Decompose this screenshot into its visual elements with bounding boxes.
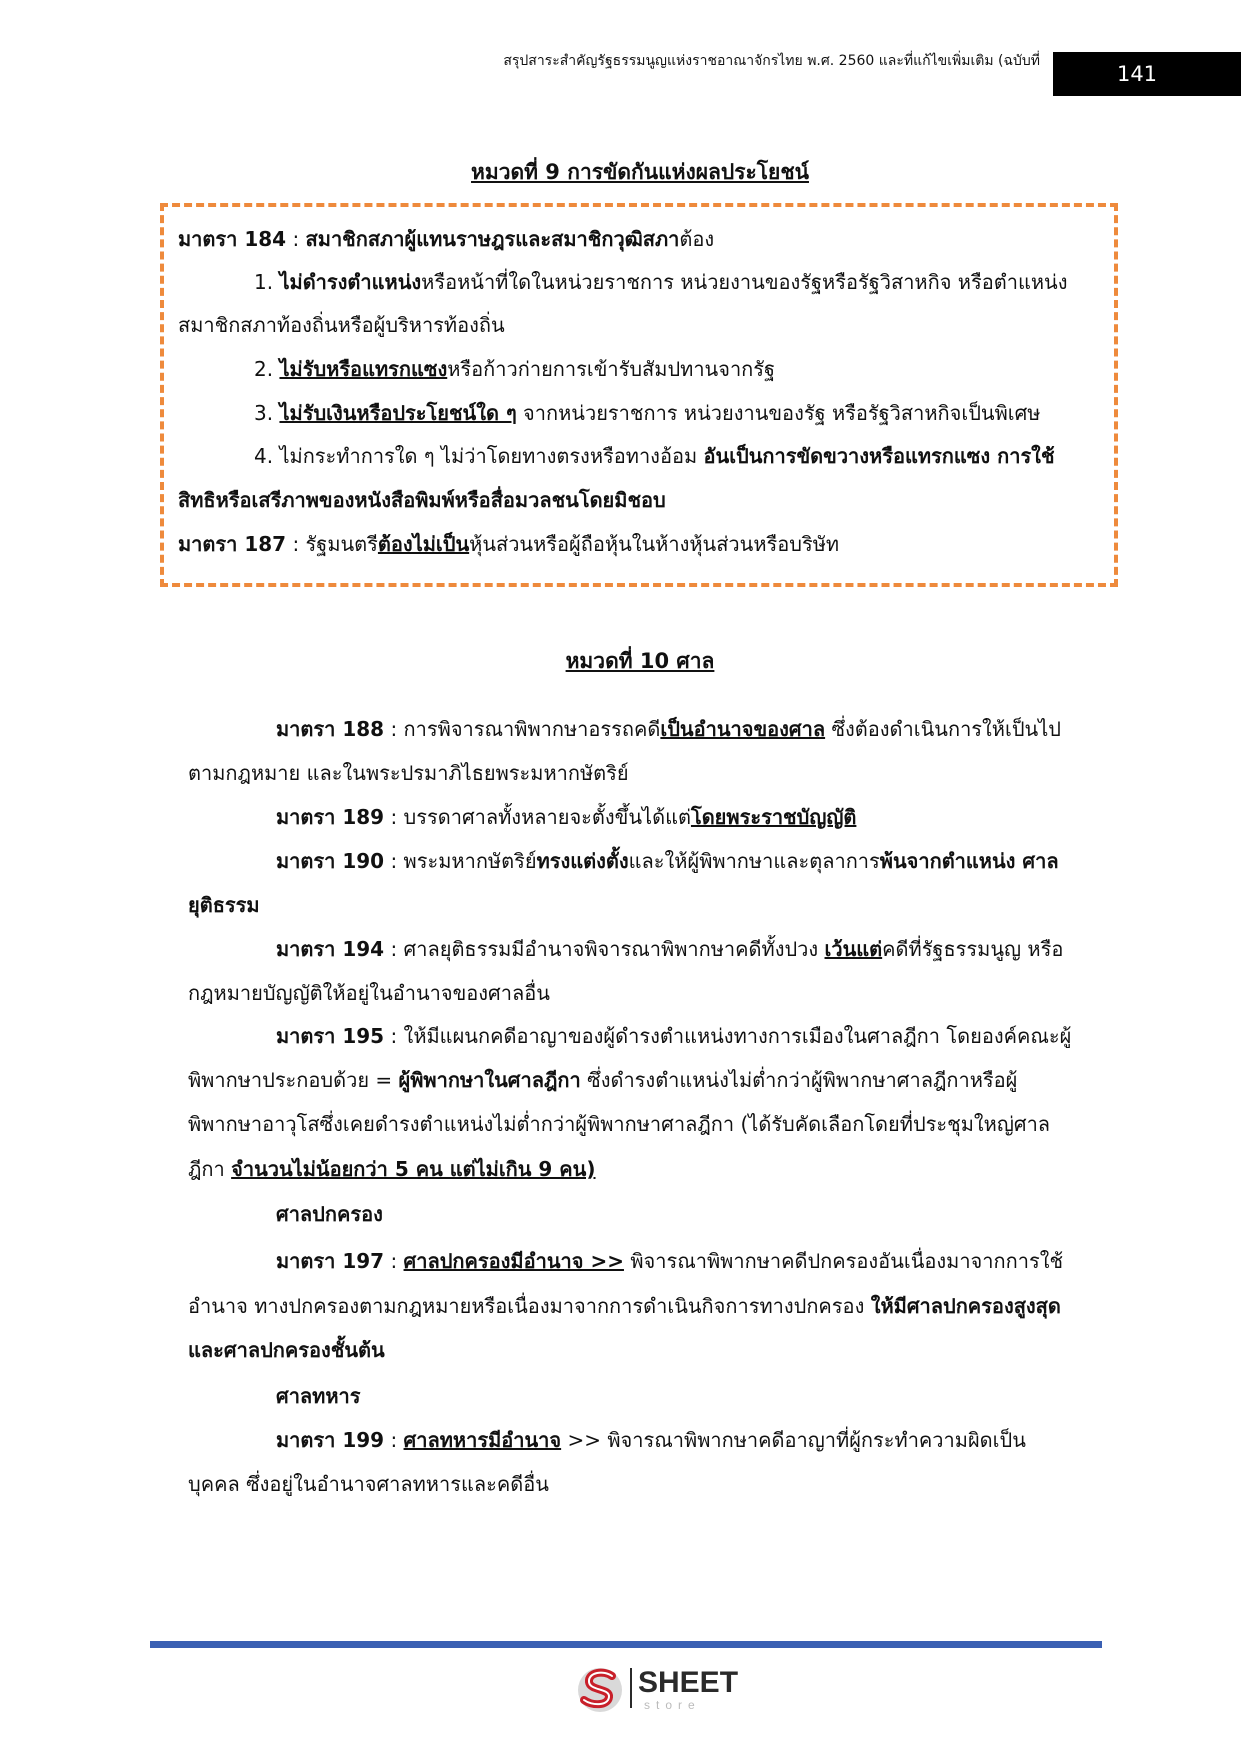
- item-1-cont: สมาชิกสภาท้องถิ่นหรือผู้บริหารท้องถิ่น: [178, 313, 505, 337]
- logo-sub: store: [644, 1698, 701, 1712]
- page-number: 141: [1116, 62, 1158, 86]
- item-3: 3. ไม่รับเงินหรือประโยชน์ใด ๆ จากหน่วยราชการ หน่วยงานของรัฐ หรือรัฐวิสาหกิจเป็นพิเศษ: [254, 401, 1041, 425]
- section-197-line3: และศาลปกครองชั้นต้น: [188, 1338, 385, 1362]
- logo-separator: [630, 1668, 632, 1708]
- section-label: มาตรา 184: [178, 227, 287, 251]
- section-197-line2: อำนาจ ทางปกครองตามกฎหมายหรือเนื่องมาจากการดำเนินกิจการทางปกครอง ให้มีศาลปกครองสูงสุด: [188, 1294, 1061, 1318]
- admin-court-heading: ศาลปกครอง: [276, 1202, 383, 1226]
- chapter-9-heading: หมวดที่ 9 การขัดกันแห่งผลประโยชน์: [471, 160, 809, 184]
- footer-bar: [150, 1641, 1102, 1648]
- section-194-cont: กฎหมายบัญญัติให้อยู่ในอำนาจของศาลอื่น: [188, 981, 550, 1005]
- section-188: มาตรา 188 : การพิจารณาพิพากษาอรรถคดีเป็นอำนาจของศาล ซึ่งต้องดำเนินการให้เป็นไป: [276, 717, 1061, 741]
- item-2: 2. ไม่รับหรือแทรกแซงหรือก้าวก่ายการเข้ารับสัมปทานจากรัฐ: [254, 357, 776, 381]
- section-199: มาตรา 199 : ศาลทหารมีอำนาจ >> พิจารณาพิพากษาคดีอาญาที่ผู้กระทำความผิดเป็น: [276, 1428, 1026, 1452]
- section-195: มาตรา 195 : ให้มีแผนกคดีอาญาของผู้ดำรงตำแหน่งทางการเมืองในศาลฎีกา โดยองค์คณะผู้: [276, 1024, 1072, 1048]
- section-188-cont: ตามกฎหมาย และในพระปรมาภิไธยพระมหากษัตริย์: [188, 761, 629, 785]
- sheet-store-s-logo-icon: [574, 1662, 628, 1718]
- section-195-line3: พิพากษาอาวุโสซึ่งเคยดำรงตำแหน่งไม่ต่ำกว่าผู้พิพากษาศาลฎีกา (ได้รับคัดเลือกโดยที่ประชุมใหญ่ศาล: [188, 1112, 1051, 1136]
- item-4: 4. ไม่กระทำการใด ๆ ไม่ว่าโดยทางตรงหรือทางอ้อม อันเป็นการขัดขวางหรือแทรกแซง การใช้: [254, 444, 1055, 468]
- section-184: มาตรา 184 : สมาชิกสภาผู้แทนราษฎรและสมาชิกวุฒิสภาต้อง: [178, 227, 715, 251]
- running-header: สรุปสาระสำคัญรัฐธรรมนูญแห่งราชอาณาจักรไทย พ.ศ. 2560 และที่แก้ไขเพิ่มเติม (ฉบับที่: [503, 53, 1040, 69]
- section-197: มาตรา 197 : ศาลปกครองมีอำนาจ >> พิจารณาพิพากษาคดีปกครองอันเนื่องมาจากการใช้: [276, 1249, 1064, 1273]
- military-court-heading: ศาลทหาร: [276, 1384, 361, 1408]
- section-195-line4: ฎีกา จำนวนไม่น้อยกว่า 5 คน แต่ไม่เกิน 9 คน): [188, 1157, 596, 1181]
- item-1: 1. ไม่ดำรงตำแหน่งหรือหน้าที่ใดในหน่วยราชการ หน่วยงานของรัฐหรือรัฐวิสาหกิจ หรือตำแหน่ง: [254, 270, 1068, 294]
- section-187: มาตรา 187 : รัฐมนตรีต้องไม่เป็นหุ้นส่วนหรือผู้ถือหุ้นในห้างหุ้นส่วนหรือบริษัท: [178, 532, 840, 556]
- section-199-cont: บุคคล ซึ่งอยู่ในอำนาจศาลทหารและคดีอื่น: [188, 1472, 549, 1496]
- section-190: มาตรา 190 : พระมหากษัตริย์ทรงแต่งตั้งและให้ผู้พิพากษาและตุลาการพ้นจากตำแหน่ง ศาล: [276, 849, 1059, 873]
- section-190-cont: ยุติธรรม: [188, 893, 260, 917]
- item-4-cont: สิทธิหรือเสรีภาพของหนังสือพิมพ์หรือสื่อมวลชนโดยมิชอบ: [178, 488, 666, 512]
- section-194: มาตรา 194 : ศาลยุติธรรมมีอำนาจพิจารณาพิพากษาคดีทั้งปวง เว้นแต่คดีที่รัฐธรรมนูญ หรือ: [276, 937, 1064, 961]
- section-195-line2: พิพากษาประกอบด้วย = ผู้พิพากษาในศาลฎีกา ซึ่งดำรงตำแหน่งไม่ต่ำกว่าผู้พิพากษาศาลฎีกาหรือผู้: [188, 1068, 1018, 1092]
- chapter-10-heading: หมวดที่ 10 ศาล: [565, 649, 715, 673]
- section-189: มาตรา 189 : บรรดาศาลทั้งหลายจะตั้งขึ้นได้แต่โดยพระราชบัญญัติ: [276, 805, 857, 829]
- page-number-badge: [1053, 52, 1241, 96]
- sheet-store-logo: [574, 1662, 754, 1718]
- logo-word: SHEET: [638, 1666, 739, 1699]
